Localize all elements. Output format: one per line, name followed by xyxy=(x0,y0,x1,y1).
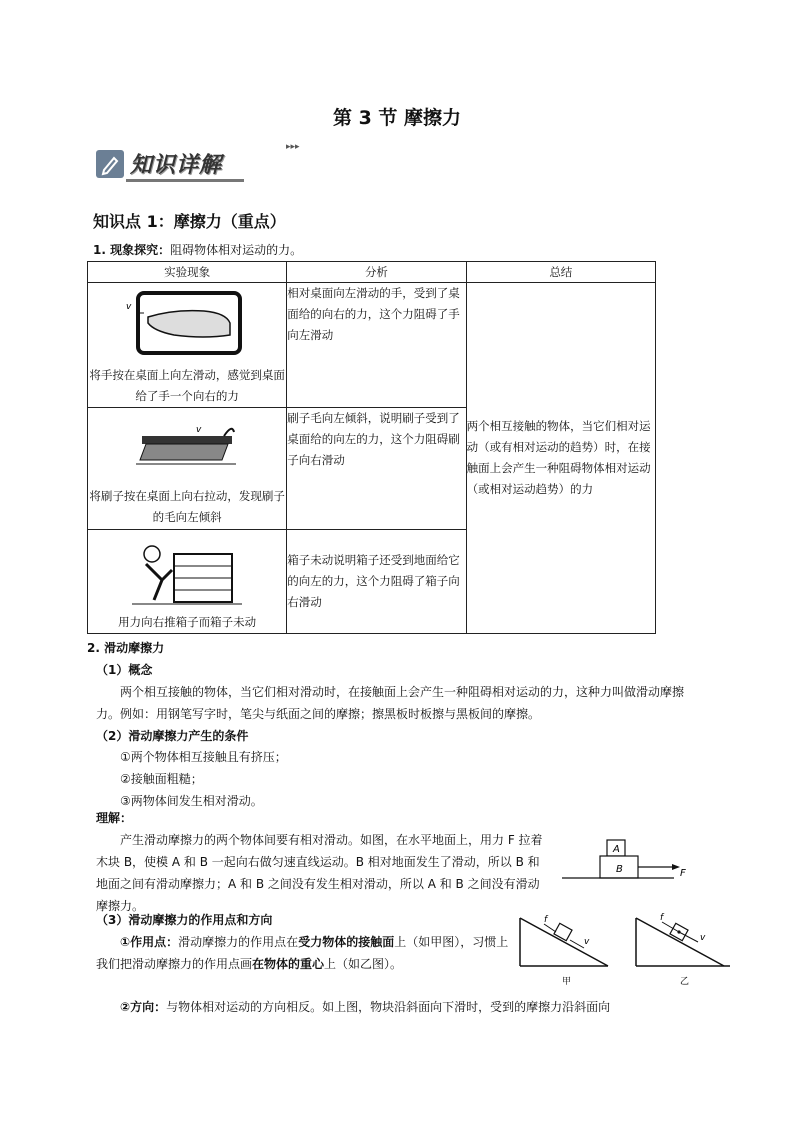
point1-label: 1. 现象探究： xyxy=(93,243,171,257)
velocity-label: v xyxy=(196,425,202,435)
badge-label: 知识详解 xyxy=(130,153,223,178)
block-b-label: B xyxy=(616,864,623,875)
condition-item: ①两个物体相互接触且有挤压； xyxy=(120,750,287,764)
table-caption: 用力向右推箱子而箱子未动 xyxy=(118,615,257,629)
point-text-bold: 受力物体的接触面 xyxy=(298,935,395,949)
point1-text: 阻碍物体相对运动的力。 xyxy=(170,243,303,257)
table-header: 总结 xyxy=(466,262,655,283)
condition-item: ③两物体间发生相对滑动。 xyxy=(120,794,263,808)
concept-label: （1）概念 xyxy=(96,663,153,677)
table-analysis: 刷子毛向左倾斜，说明刷子受到了桌面给的向左的力，这个力阻碍刷子向右滑动 xyxy=(287,408,466,530)
direction-label: ②方向： xyxy=(120,1000,167,1014)
page-title: 第 3 节 摩擦力 xyxy=(332,107,462,129)
hand-on-table-image xyxy=(126,289,244,357)
badge-underline xyxy=(126,179,244,182)
action-point xyxy=(96,931,512,975)
action-label: （3）滑动摩擦力的作用点和方向 xyxy=(96,913,273,927)
table-cell-experiment xyxy=(88,283,287,408)
table-header: 实验现象 xyxy=(88,262,287,283)
understand-label: 理解： xyxy=(96,811,133,825)
push-box-image xyxy=(132,540,242,608)
block-diagram xyxy=(562,836,692,886)
block-a-label: A xyxy=(613,844,620,855)
slope-diagram xyxy=(520,910,740,990)
friction-f-label: f xyxy=(660,913,664,923)
direction-line xyxy=(96,996,706,1018)
slope-right-label: 乙 xyxy=(680,977,690,987)
force-f-label: F xyxy=(680,868,686,879)
friction-f-label: f xyxy=(544,915,548,925)
brush-image xyxy=(136,422,236,472)
table-analysis: 相对桌面向左滑动的手，受到了桌面给的向右的力，这个力阻碍了手向左滑动 xyxy=(287,283,466,408)
direction-text: 与物体相对运动的方向相反。如上图，物块沿斜面向下滑时，受到的摩擦力沿斜面向 xyxy=(166,1000,611,1014)
point-text: 上（如甲图），习惯上我们把滑动摩擦力的作用点画 xyxy=(96,935,509,971)
table-cell-experiment xyxy=(88,408,287,530)
table-caption: 将刷子按在桌面上向右拉动，发现刷子的毛向左倾斜 xyxy=(89,489,285,524)
velocity-v-label: v xyxy=(700,933,706,943)
section-badge xyxy=(96,142,300,182)
velocity-v-label: v xyxy=(584,937,590,947)
table-analysis: 箱子未动说明箱子还受到地面给它的向左的力，这个力阻碍了箱子向右滑动 xyxy=(287,530,466,634)
point-label: ①作用点： xyxy=(120,935,179,949)
point1 xyxy=(93,239,302,261)
understand-text: 产生滑动摩擦力的两个物体间要有相对滑动。如图，在水平地面上，用力 F 拉着木块 B，使模 A 和 B 一起向右做匀速直线运动。B 相对地面发生了滑动，所以 B 和地面之间有滑动摩擦力；A 和 B 之间没有发生相对滑动，所以 A 和 B 之间没有滑动摩擦力。 xyxy=(96,833,543,913)
table-cell-experiment xyxy=(88,530,287,634)
table-summary: 两个相互接触的物体，当它们相对运动（或有相对运动的趋势）时，在接触面上会产生一种阻碍物体相对运动（或相对运动趋势）的力 xyxy=(466,283,655,634)
section-heading: 知识点 1：摩擦力（重点） xyxy=(93,212,286,231)
table-caption: 将手按在桌面上向左滑动，感觉到桌面给了手一个向右的力 xyxy=(89,368,285,403)
point-text-bold: 在物体的重心 xyxy=(252,957,325,971)
badge-dots-icon: ▸▸▸ xyxy=(286,142,300,152)
pencil-icon xyxy=(96,150,124,178)
condition-label: （2）滑动摩擦力产生的条件 xyxy=(96,729,249,743)
table-header: 分析 xyxy=(287,262,466,283)
condition-item: ②接触面粗糙； xyxy=(120,772,203,786)
point2-heading: 2. 滑动摩擦力 xyxy=(87,641,165,655)
point-text: 上（如乙图）。 xyxy=(324,957,403,971)
point-text: 滑动摩擦力的作用点在 xyxy=(178,935,299,949)
slope-left-label: 甲 xyxy=(562,977,572,987)
velocity-label: v xyxy=(126,302,132,312)
experiment-table xyxy=(87,261,656,634)
concept-text: 两个相互接触的物体，当它们相对滑动时，在接触面上会产生一种阻碍相对运动的力，这种力叫做滑动摩擦力。例如：用钢笔写字时，笔尖与纸面之间的摩擦；擦黑板时板擦与黑板间的摩擦。 xyxy=(96,685,685,721)
